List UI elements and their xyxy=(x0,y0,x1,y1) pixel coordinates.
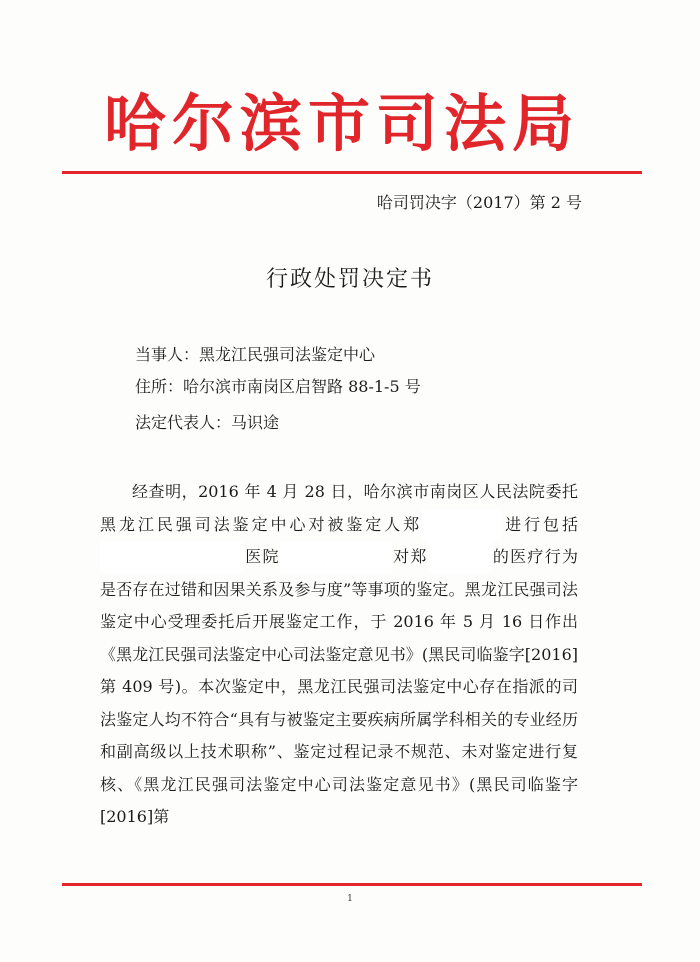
redaction xyxy=(100,541,244,574)
document-title: 行政处罚决定书 xyxy=(265,267,434,292)
body-paragraph xyxy=(100,476,578,834)
doc-number: 哈司罚决字（2017）第 2 号 xyxy=(376,193,582,212)
body-text-1: 经查明，2016 年 4 月 28 日，哈尔滨市南岗区人民法院委托黑龙江民强司法鉴定中心对被鉴定人郑 xyxy=(100,482,578,534)
redaction xyxy=(428,541,492,574)
page-number: 1 xyxy=(347,894,353,904)
party-address: 住所：哈尔滨市南岗区启智路 88-1-5 号 xyxy=(135,377,421,396)
party-name: 当事人：黑龙江民强司法鉴定中心 xyxy=(135,345,376,364)
party-representative: 法定代表人：马识途 xyxy=(135,413,280,432)
body-text-3: 医院 xyxy=(244,547,280,566)
redaction xyxy=(280,541,392,574)
red-rule-top xyxy=(62,171,642,174)
red-rule-bottom xyxy=(62,883,642,886)
body-text-5: 的医疗行为是否存在过错和因果关系及参与度”等事项的鉴定。黑龙江民强司法鉴定中心受理委托后开展鉴定工作，于 2016 年 5 月 16 日作出《黑龙江民强司法鉴定中心司法鉴定意见书》(黑民司临鉴字[2016]第 409 号)。本次鉴定中，黑龙江民强司法鉴定中心存在指派的司法鉴定人均不符合“具有与被鉴定主要疾病所属学科相关的专业经历和副高级以上技术职称”、鉴定过程记录不规范、未对鉴定进行复核、《黑龙江民强司法鉴定中心司法鉴定意见书》(黑民司临鉴字[2016]第 xyxy=(100,547,578,826)
body-text-4: 对郑 xyxy=(391,547,428,566)
agency-title: 哈尔滨市司法局 xyxy=(103,87,580,160)
body-text-2: 进行包括 xyxy=(502,514,578,534)
redaction xyxy=(422,509,502,542)
